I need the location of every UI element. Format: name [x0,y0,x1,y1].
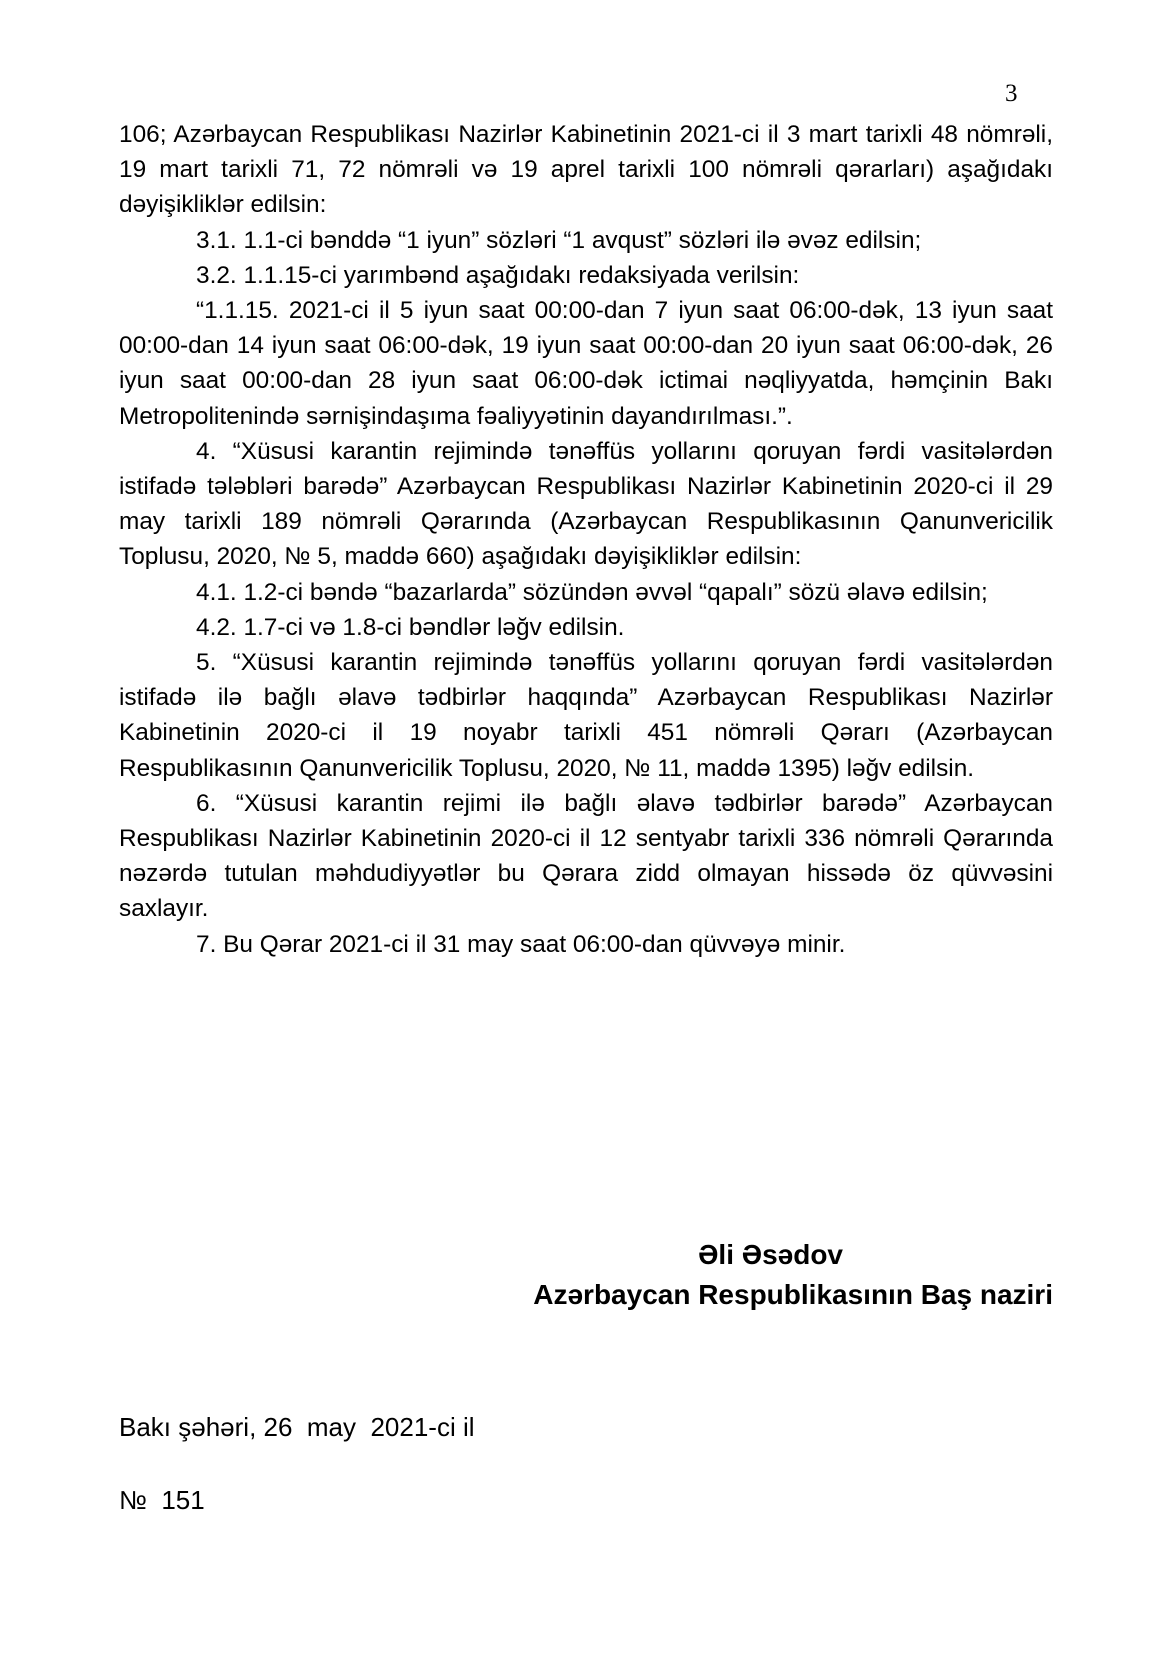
paragraph-4-2: 4.2. 1.7-ci və 1.8-ci bəndlər ləğv edilsin. [196,613,625,641]
paragraph-5: 5. “Xüsusi karantin rejimində tənəffüs yollarını qoruyan fərdi vasitələrdən istifadə ilə bağlı əlavə tədbirlər haqqında” Azərbaycan Respublikası Nazirlər Kabinetinin 2020-ci il 19 noyabr tarixli 451 nömrəli Qərarı (Azərbaycan Respublikasının Qanunvericilik Toplusu, 2020, № 11, maddə 1395) ləğv edilsin. [119,649,1053,782]
paragraph-3-1: 3.1. 1.1-ci bənddə “1 iyun” sözləri “1 avqust” sözləri ilə əvəz edilsin; [196,226,922,254]
paragraph-7: 7. Bu Qərar 2021-ci il 31 may saat 06:00-dan qüvvəyə minir. [196,930,846,958]
paragraph-1-1-15: “1.1.15. 2021-ci il 5 iyun saat 00:00-dan 7 iyun saat 06:00-dək, 13 iyun saat 00:00-dan 14 iyun saat 06:00-dək, 19 iyun saat 00:00-dan 20 iyun saat 06:00-dək, 26 iyun saat 00:00-dan 28 iyun saat 06:00-dək ictimai nəqliyyatda, həmçinin Bakı Metropolitenində sərnişindaşıma fəaliyyətinin dayandırılması.”. [119,297,1053,430]
signature-block [353,1235,1053,1315]
paragraph-6: 6. “Xüsusi karantin rejimi ilə bağlı əlavə tədbirlər barədə” Azərbaycan Respublikası Nazirlər Kabinetinin 2020-ci il 12 sentyabr tarixli 336 nömrəli Qərarında nəzərdə tutulan məhdudiyyətlər bu Qərara zidd olmayan hissədə öz qüvvəsini saxlayır. [119,789,1053,923]
document-body [119,117,1053,962]
page-number: 3 [1005,80,1018,107]
paragraph-4-1: 4.1. 1.2-ci bəndə “bazarlarda” sözündən əvvəl “qapalı” sözü əlavə edilsin; [196,578,988,606]
paragraph-continuation: 106; Azərbaycan Respublikası Nazirlər Kabinetinin 2021-ci il 3 mart tarixli 48 nömrəli, 19 mart tarixli 71, 72 nömrəli və 19 aprel tarixli 100 nömrəli qərarları) aşağıdakı dəyişikliklər edilsin: [119,121,1053,219]
paragraph-4: 4. “Xüsusi karantin rejimində tənəffüs yollarını qoruyan fərdi vasitələrdən istifadə tələbləri barədə” Azərbaycan Respublikası Nazirlər Kabinetinin 2020-ci il 29 may tarixli 189 nömrəli Qərarında (Azərbaycan Respublikasının Qanunvericilik Toplusu, 2020, № 5, maddə 660) aşağıdakı dəyişikliklər edilsin: [119,437,1053,571]
document-number: № 151 [119,1485,205,1515]
paragraph-3-2: 3.2. 1.1.15-ci yarımbənd aşağıdakı redaksiyada verilsin: [196,261,800,289]
place-and-date: Bakı şəhəri, 26 may 2021-ci il [119,1412,475,1442]
signatory-name: Əli Əsədov [698,1239,843,1270]
signatory-title: Azərbaycan Respublikasının Baş naziri [533,1279,1053,1310]
